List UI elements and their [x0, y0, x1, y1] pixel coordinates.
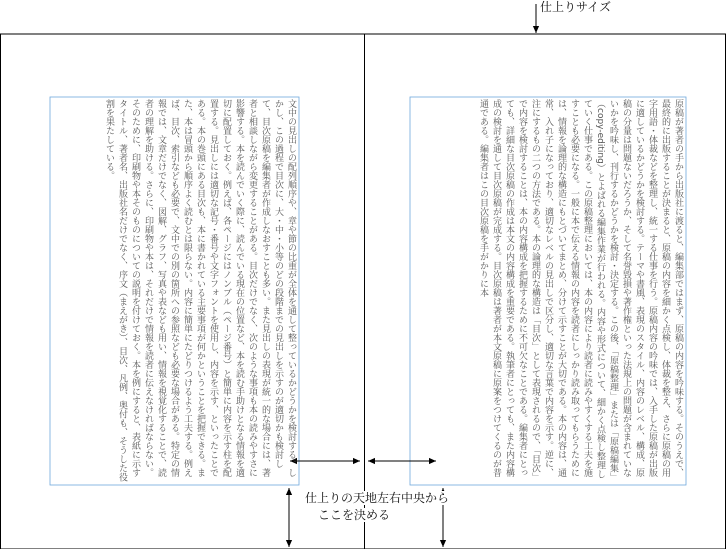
finished-size-label: 仕上りサイズ: [540, 0, 612, 14]
center-note-line2: ここを決める: [318, 508, 391, 522]
right-page-text-block: 原稿が著者の手から出版社に渡ると、編集部ではまず、原稿の内容を吟味する。そのうえで、最終的に出版することが決まると、原稿の内容を細かく点検し、体裁を整え、さらに原稿の用字用語・体裁などを整理し、統一する仕事を行う。原稿内容の吟味では、入手した原稿が出版に適しているかどうかを検討する。テーマや書風、表現のスタイル、内容のレベル、構成、原稿の分量は問題ないだろうか、そして名誉毀損や著作権といった法規上の問題が含まれていないかを吟味し、刊行するかどうかを検討・決定する。この後、「原稿整理」または「原稿編集」（copy-editing）とよばれる編集作業が行われる。内容や形式について、細かく点検し整理していく仕事である。この原稿整理においては、本の内容により読者に読みやすくする工夫を施すことも必要になる。一般に本で伝える情報の内容を読者にしっかり読み取ってもらうためには、情報を論理的な構造にもとづいてまとめ、分けて示すことが大切である。本の内容は、通常、入れ子になっており、適切なレベルの見出しで区分し、適切な言葉で内容を示す。逆に、注にするもの二つの方法である。本の論理的な構造は「目次」として表現されるので、「目次」で内容を検討することは、本の内容構成を把握するために不可欠なことである。編集者にとっても、詳細な目次原稿の作成は本文の内容構成を重要である。執筆者にとっても、また内容構成の検討を通して目次原稿が完成する。目次原稿は著者が本文原稿に原案をつけてくるのが普通である。編集者はこの目次原稿を手がかりに本: [478, 99, 683, 482]
center-note-line1: 仕上りの天地左右中央から: [305, 491, 450, 505]
left-page-text-block: 文中の見出しの配列順序や、章や節の比重が全体を通して整っているかどうかを検討する。しかし、この過程で目次に、大・中・小等のどの段階までの見出しを示すのが適切かも検討して、目次原稿を編集者が作成しなおすことも多い。また見出しの表現が統一的な場合には、著者と相談しながら変更することがある。目次だけでなく、次のような事項も本の読みやすさに影響する。本を読んでいく際に、読んでいる現在の位置など、本を読む手助けとなる情報を適切に配置しておく。例えば、各ページにはノンブル（ページ番号）と簡単に内容を示す柱を配置する。見出しには適切な記号・番号や文字フォントを使用し、内容を示す、といったことである。本の巻頭にある目次も、本に書かれている主要事項が何かということを把握できる。また、本は冒頭から順序よく読むとは限らない。内容に簡単にたどりつけるよう工夫する。例えば、目次、索引なども必要で、文中での別の箇所への参照なども必要な場合がある。特定の情報では、文章だけでなく、図解、グラフ、写真や表なども用い、情報を視覚化することで、読者の理解を助ける。さらに、印刷物や本は、それだけで情報を読者に伝えなければならない。そのために、印刷物や本そのものについての説明を付けておく。本を例にすると、表紙に示すタイトル、著者名、出版社名だけでなく、序文（まえがき）、目次、凡例、奥付も、そうした役割を果たしている。: [104, 99, 296, 482]
